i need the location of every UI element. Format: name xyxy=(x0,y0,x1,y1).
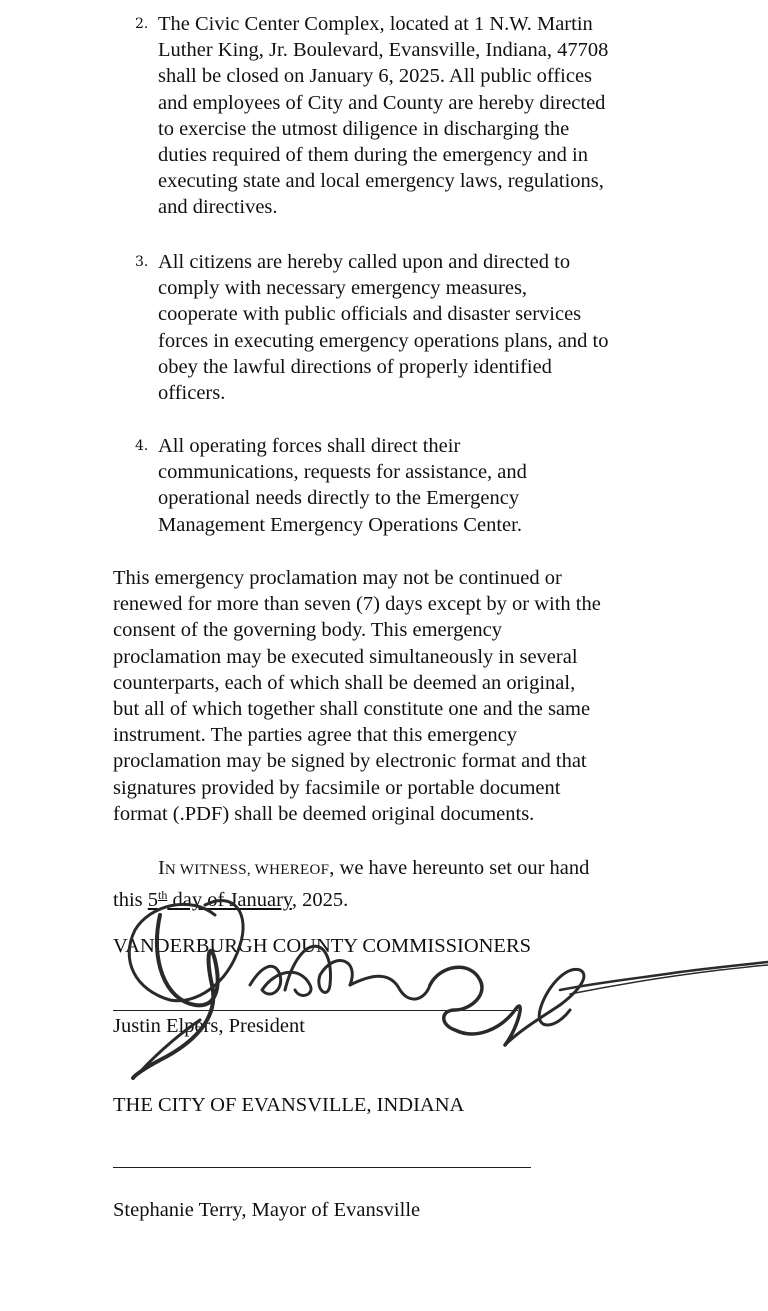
witness-smallcaps: N WITNESS, WHEREOF xyxy=(164,862,330,878)
county-signer-name: Justin Elpers, President xyxy=(113,1015,305,1037)
item-text: The Civic Center Complex, located at 1 N.W. Martin Luther King, Jr. Boulevard, Evansville, Indiana, 47708 shall be closed on January 6, 2025. All public offices and employees of City and County are hereby directed to exercise the utmost diligence in discharging the duties required of them during the emergency and in executing state and local emergency laws, regulations, and directives. xyxy=(158,13,609,219)
city-signature-line xyxy=(113,1167,531,1168)
city-signer-name: Stephanie Terry, Mayor of Evansville xyxy=(113,1199,421,1221)
item-text: All citizens are hereby called upon and directed to comply with necessary emergency measures, cooperate with public officials and disaster services forces in executing emergency operations plans, and to obey the lawful directions of properly identified officers. xyxy=(158,251,609,405)
list-item xyxy=(135,11,665,223)
county-heading: VANDERBURGH COUNTY COMMISSIONERS xyxy=(113,935,532,957)
date-day-number: 5 xyxy=(147,889,158,911)
item-text: All operating forces shall direct their communications, requests for assistance, and operational needs directly to the Emergency Management Emergency Operations Center. xyxy=(158,435,527,536)
item-number: 3. xyxy=(135,254,149,270)
witness-line xyxy=(158,855,589,883)
witness-text: , we have hereunto set our hand xyxy=(329,857,590,879)
county-signature-line xyxy=(113,1010,518,1011)
closing-paragraph: This emergency proclamation may not be continued or renewed for more than seven (7) days except by or with the consent of the governing body. This emergency proclamation may be executed simultaneously in several counterparts, each of which shall be deemed an original, but all of which together shall constitute one and the same instrument. The parties agree that this emergency proclamation may be signed by electronic format and that signatures provided by facsimile or portable document format (.PDF) shall be deemed original documents. xyxy=(113,567,601,825)
date-day-suffix: th xyxy=(158,888,168,902)
item-number: 2. xyxy=(135,16,149,32)
date-day-word: day of January xyxy=(167,889,292,911)
witness-date-line xyxy=(113,882,348,913)
city-heading: THE CITY OF EVANSVILLE, INDIANA xyxy=(113,1094,465,1116)
witness-initial: I xyxy=(158,857,165,879)
list-item xyxy=(135,249,665,409)
item-number: 4. xyxy=(135,438,149,454)
list-item xyxy=(135,433,665,541)
date-prefix: this xyxy=(113,889,148,911)
date-year: , 2025. xyxy=(291,889,349,911)
